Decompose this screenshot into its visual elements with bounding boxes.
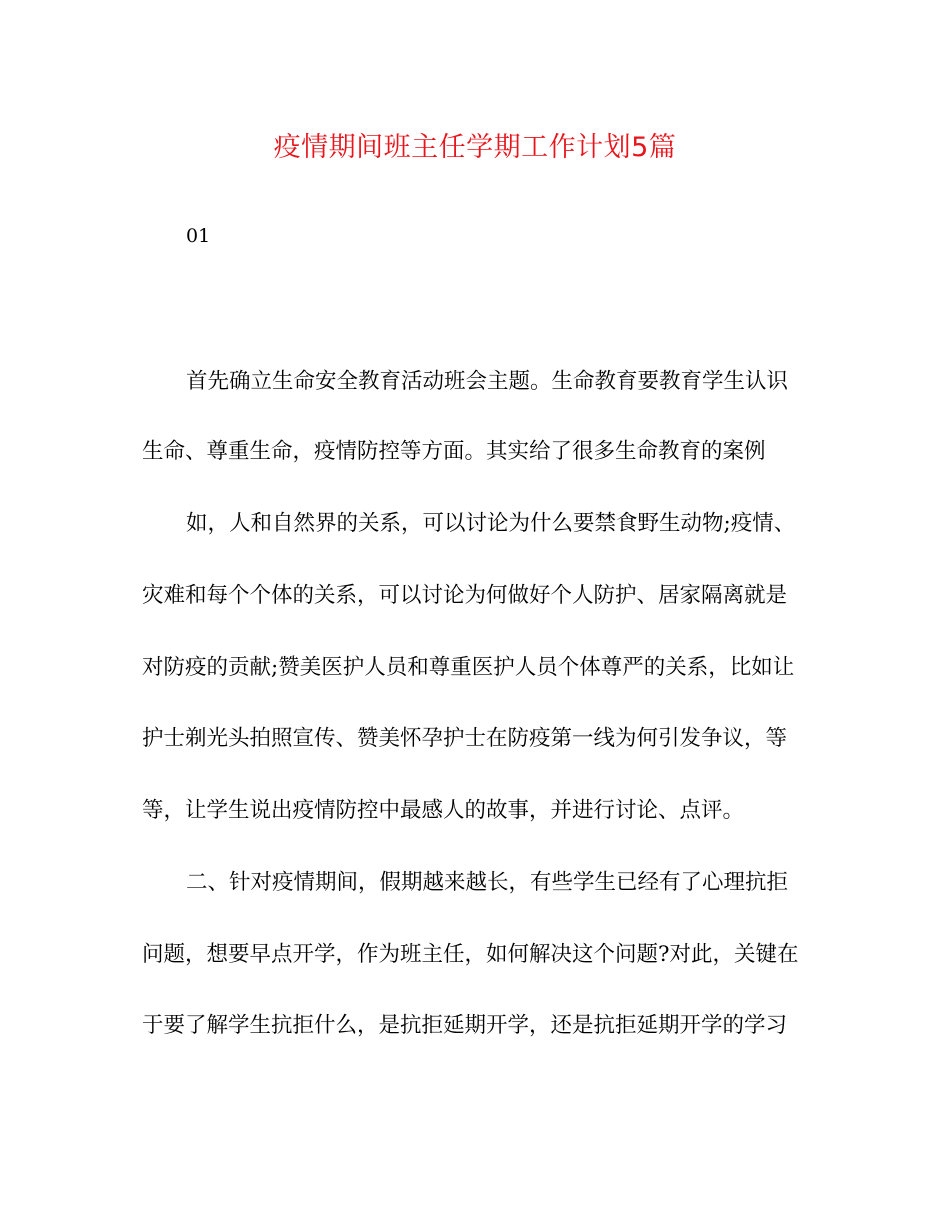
document-title: 疫情期间班主任学期工作计划5篇 bbox=[273, 132, 677, 163]
section-number: 01 bbox=[186, 225, 211, 247]
paragraph-line: 护士剃光头拍照宣传、赞美怀孕护士在防疫第一线为何引发争议，等 bbox=[142, 726, 788, 751]
paragraph-line: 灾难和每个个体的关系，可以讨论为何做好个人防护、居家隔离就是 bbox=[142, 583, 788, 608]
paragraph-line: 对防疫的贡献;赞美医护人员和尊重医护人员个体尊严的关系，比如让 bbox=[142, 655, 795, 680]
paragraph-line: 二、针对疫情期间，假期越来越长，有些学生已经有了心理抗拒 bbox=[186, 870, 789, 895]
paragraph-line: 于要了解学生抗拒什么，是抗拒延期开学，还是抗拒延期开学的学习 bbox=[142, 1013, 788, 1038]
paragraph-line: 如，人和自然界的关系，可以讨论为什么要禁食野生动物;疫情、 bbox=[186, 511, 796, 536]
paragraph-line: 等，让学生说出疫情防控中最感人的故事，并进行讨论、点评。 bbox=[142, 798, 745, 823]
paragraph-line: 首先确立生命安全教育活动班会主题。生命教育要教育学生认识 bbox=[186, 369, 789, 394]
paragraph-line: 生命、尊重生命，疫情防控等方面。其实给了很多生命教育的案例 bbox=[142, 439, 766, 464]
paragraph-line: 问题，想要早点开学，作为班主任，如何解决这个问题?对此，关键在 bbox=[142, 942, 799, 967]
